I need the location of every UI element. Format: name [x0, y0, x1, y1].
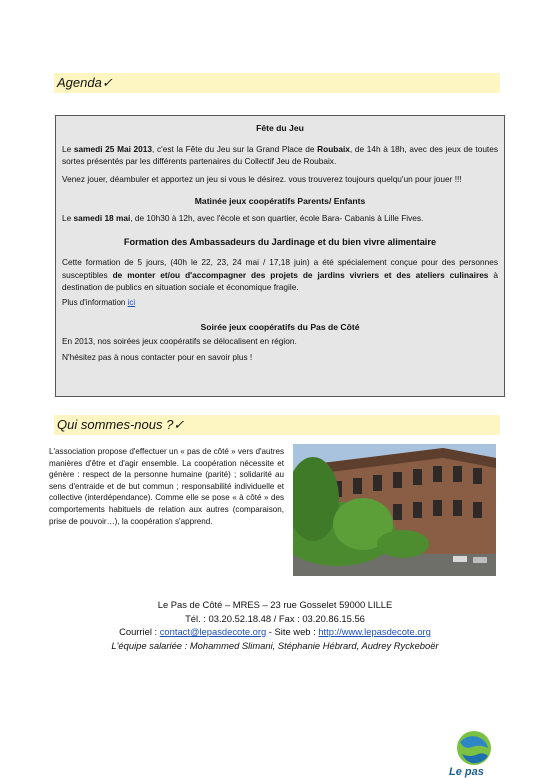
fete-date: samedi 25 Mai 2013	[73, 144, 153, 155]
formation-text-bold: de monter et/ou d'accompagner des projets de jardins vivriers et des ateliers culinaires	[112, 269, 489, 280]
footer-phone: Tél. : 03.20.52.18.48 / Fax : 03.20.86.15.56	[185, 612, 365, 624]
formation-more	[62, 297, 498, 309]
footer	[0, 598, 550, 652]
about-text: L'association propose d'effectuer un « pas de côté » vers d'autres manières d'être et d'agir ensemble. La coopération nécessite et génère : respect de la personne humaine (parité) ; solidarité au sens d'entraide et de but commun ; responsabilité individuelle et collective (interdépendance). Comme elle se pose « à côté » des comportements habituels de relation aux autres (comparaison, prise de pouvoir…), la coopération s'apprend.	[49, 447, 284, 526]
formation-title: Formation des Ambassadeurs du Jardinage et du bien vivre alimentaire	[123, 237, 437, 248]
fete-paragraph-2: Venez jouer, déambuler et apportez un jeu si vous le désirez. vous trouverez toujours quelqu'un pour jouer !!!	[62, 173, 462, 184]
fete-text-c: , de 14h à 18h, avec des jeux de toutes sortes présentés par les différents partenaires du Collectif Jeu de Roubaix.	[62, 144, 499, 167]
formation-more-link[interactable]: ici	[127, 298, 136, 308]
fete-paragraph	[62, 143, 498, 167]
formation-text-a: Cette formation de 5 jours, (40h le 22, 23, 24 mai / 17,18 juin) a été spécialement conçue pour des personnes susceptibles	[62, 257, 498, 280]
footer-contact	[0, 625, 550, 639]
footer-email-label: Courriel :	[119, 626, 160, 637]
footer-email-link[interactable]: contact@lepasdecote.org	[159, 626, 267, 637]
footer-site-link[interactable]: http://www.lepasdecote.org	[318, 626, 431, 637]
soiree-paragraph-2: N'hésitez pas à nous contacter pour en savoir plus !	[62, 351, 253, 362]
matinee-text-b: , de 10h30 à 12h, avec l'école et son quartier, école Bara- Cabanis à Lille Fives.	[130, 213, 424, 224]
fete-title: Fête du Jeu	[256, 123, 304, 133]
formation-more-label: Plus d'information	[62, 298, 126, 308]
footer-site-label: - Site web :	[266, 626, 319, 637]
formation-paragraph	[62, 256, 498, 293]
globe-logo-icon	[448, 728, 500, 778]
svg-text:Le pas: Le pas	[449, 766, 484, 778]
agenda-heading: Agenda✓	[54, 73, 500, 93]
fete-text-b: , c'est la Fête du Jeu sur la Grand Place de	[152, 144, 318, 155]
matinee-date: samedi 18 mai	[73, 213, 131, 224]
footer-staff: L'équipe salariée : Mohammed Slimani, Stéphanie Hébrard, Audrey Ryckeboër	[111, 639, 439, 651]
matinee-paragraph	[62, 212, 498, 224]
soiree-title: Soirée jeux coopératifs du Pas de Côté	[200, 322, 360, 333]
fete-text-a: Le	[62, 144, 74, 155]
formation-text-b: à destination de publics en situation sociale et économique fragile.	[62, 269, 498, 292]
matinee-title: Matinée jeux coopératifs Parents/ Enfants	[194, 195, 366, 206]
matinee-text-a: Le	[62, 213, 74, 224]
agenda-box	[55, 115, 505, 397]
building-photo-svg	[293, 444, 496, 576]
footer-address: Le Pas de Côté – MRES – 23 rue Gosselet 59000 LILLE	[157, 599, 393, 610]
about-heading: Qui sommes-nous ?✓	[54, 415, 500, 435]
fete-city: Roubaix	[317, 144, 350, 155]
building-photo	[293, 444, 496, 576]
soiree-paragraph-1: En 2013, nos soirées jeux coopératifs se délocalisent en région.	[62, 336, 297, 347]
pas-de-cote-logo	[448, 728, 500, 778]
